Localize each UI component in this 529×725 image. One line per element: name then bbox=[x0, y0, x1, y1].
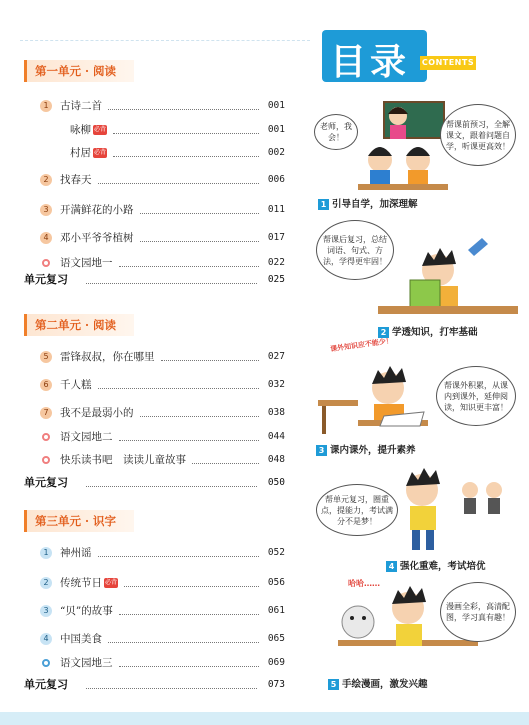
lesson-title-text: 语文园地一 bbox=[60, 257, 113, 269]
leader-dots bbox=[140, 198, 259, 214]
lesson-title bbox=[60, 631, 102, 647]
page-number: 006 bbox=[267, 174, 285, 185]
speech-bubble-feature-1: 帮课前预习，全解课文，跟着问题自学，听课更高效！ bbox=[440, 104, 516, 166]
toc-row[interactable] bbox=[40, 603, 285, 619]
feature-caption-2 bbox=[378, 324, 478, 338]
lesson-title bbox=[60, 429, 113, 445]
ring-bullet-icon bbox=[42, 456, 50, 464]
feature-caption-1 bbox=[318, 196, 418, 210]
leader-dots bbox=[161, 345, 259, 361]
lesson-title bbox=[60, 172, 92, 188]
lesson-title-text: “贝”的故事 bbox=[60, 605, 113, 617]
review-label: 单元复习 bbox=[24, 273, 68, 286]
lesson-title-text: 邓小平爷爷植树 bbox=[60, 232, 134, 244]
lesson-title bbox=[60, 377, 92, 393]
lesson-number: 3 bbox=[40, 605, 52, 617]
page-number: 002 bbox=[267, 147, 285, 158]
lesson-title bbox=[60, 202, 134, 218]
leader-dots bbox=[113, 141, 259, 157]
unit-heading: 第三单元 · 识字 bbox=[24, 510, 134, 532]
lesson-title bbox=[60, 603, 113, 619]
toc-row[interactable] bbox=[40, 631, 285, 647]
lesson-title bbox=[60, 452, 186, 468]
toc-row[interactable] bbox=[40, 98, 285, 114]
lesson-title bbox=[60, 545, 92, 561]
leader-dots bbox=[98, 373, 259, 389]
toc-row[interactable] bbox=[40, 349, 285, 365]
toc-row[interactable] bbox=[40, 172, 285, 188]
toc-row[interactable] bbox=[40, 655, 285, 671]
lesson-title-text: 千人糕 bbox=[60, 379, 92, 391]
lesson-title bbox=[60, 230, 134, 246]
page-number: 061 bbox=[267, 605, 285, 616]
page-number: 025 bbox=[267, 274, 285, 285]
must-recite-badge: 必背 bbox=[104, 579, 117, 586]
lesson-title-text: 中国美食 bbox=[60, 633, 102, 645]
toc-row[interactable] bbox=[40, 202, 285, 218]
feature-caption-text: 强化重难，考试培优 bbox=[400, 561, 486, 572]
feature-caption-text: 手绘漫画，激发兴趣 bbox=[342, 679, 428, 690]
leader-dots bbox=[140, 401, 259, 417]
lesson-title-text: 语文园地二 bbox=[60, 431, 113, 443]
page-number: 052 bbox=[267, 547, 285, 558]
unit-heading: 第一单元 · 阅读 bbox=[24, 60, 134, 82]
unit-review-row[interactable] bbox=[24, 475, 285, 491]
lesson-title-text: 咏柳 bbox=[70, 124, 91, 136]
toc-row[interactable] bbox=[40, 429, 285, 445]
leader-dots bbox=[108, 94, 259, 110]
toc-row[interactable] bbox=[40, 230, 285, 246]
lesson-number: 1 bbox=[40, 547, 52, 559]
feature-caption-3 bbox=[316, 442, 416, 456]
lesson-number: 4 bbox=[40, 232, 52, 244]
page-number: 073 bbox=[267, 679, 285, 690]
leader-dots bbox=[98, 541, 259, 557]
lesson-title bbox=[70, 122, 107, 138]
page-number: 048 bbox=[267, 454, 285, 465]
feature-caption-4 bbox=[386, 558, 486, 572]
leader-dots bbox=[119, 651, 259, 667]
lesson-title bbox=[70, 145, 107, 161]
top-divider bbox=[20, 40, 310, 41]
lesson-title-text: 传统节日 bbox=[60, 577, 102, 589]
ring-bullet-icon bbox=[42, 259, 50, 267]
leader-dots bbox=[119, 251, 259, 267]
lesson-number: 2 bbox=[40, 174, 52, 186]
illustration-extracurricular bbox=[318, 336, 518, 440]
lesson-title bbox=[60, 349, 155, 365]
page-number: 001 bbox=[267, 100, 285, 111]
float-label: 课外知识应不能少！ bbox=[329, 336, 394, 354]
lesson-title-text: 快乐读书吧 读读儿童故事 bbox=[60, 454, 186, 466]
page-number: 038 bbox=[267, 407, 285, 418]
leader-dots bbox=[113, 118, 259, 134]
speech-bubble-feature-4: 帮单元复习，圈重点，提能力，考试满分不是梦！ bbox=[316, 484, 398, 536]
toc-row[interactable] bbox=[40, 575, 285, 591]
ring-bullet-icon bbox=[42, 433, 50, 441]
unit-review-row[interactable] bbox=[24, 272, 285, 288]
illustration-review bbox=[318, 220, 518, 320]
lesson-title-text: 雷锋叔叔，你在哪里 bbox=[60, 351, 155, 363]
feature-caption-5 bbox=[328, 676, 428, 690]
lesson-title-text: 村居 bbox=[70, 147, 91, 159]
page-number: 001 bbox=[267, 124, 285, 135]
lesson-title-text: 语文园地三 bbox=[60, 657, 113, 669]
page-number: 022 bbox=[267, 257, 285, 268]
page-number: 011 bbox=[267, 204, 285, 215]
lesson-number: 2 bbox=[40, 577, 52, 589]
lesson-title bbox=[60, 575, 118, 591]
page-number: 069 bbox=[267, 657, 285, 668]
page-title: 目录 bbox=[330, 42, 411, 83]
toc-row[interactable] bbox=[40, 545, 285, 561]
contents-tag: CONTENTS bbox=[420, 56, 476, 70]
feature-number: 4 bbox=[386, 561, 397, 572]
illustration-self-study bbox=[318, 98, 518, 193]
feature-caption-text: 学透知识，打牢基础 bbox=[392, 327, 478, 338]
toc-row[interactable] bbox=[40, 405, 285, 421]
page-number: 065 bbox=[267, 633, 285, 644]
toc-row[interactable] bbox=[40, 377, 285, 393]
leader-dots bbox=[124, 571, 259, 587]
feature-number: 1 bbox=[318, 199, 329, 210]
leader-dots bbox=[86, 471, 257, 487]
illustration-comic bbox=[318, 578, 518, 673]
lesson-title-text: 古诗二首 bbox=[60, 100, 102, 112]
leader-dots bbox=[192, 448, 259, 464]
leader-dots bbox=[119, 425, 259, 441]
page-number: 032 bbox=[267, 379, 285, 390]
feature-number: 5 bbox=[328, 679, 339, 690]
feature-caption-text: 引导自学，加深理解 bbox=[332, 199, 418, 210]
lesson-number: 1 bbox=[40, 100, 52, 112]
illustration-exam bbox=[318, 460, 518, 555]
toc-row[interactable] bbox=[40, 145, 285, 161]
lesson-number: 3 bbox=[40, 204, 52, 216]
feature-number: 2 bbox=[378, 327, 389, 338]
bottom-bar bbox=[0, 712, 529, 725]
ring-bullet-icon bbox=[42, 659, 50, 667]
page-number: 050 bbox=[267, 477, 285, 488]
must-recite-badge: 必背 bbox=[93, 126, 106, 133]
lesson-number: 5 bbox=[40, 351, 52, 363]
unit-heading: 第二单元 · 阅读 bbox=[24, 314, 134, 336]
speech-bubble-feature-2: 帮课后复习，总结词语、句式、方法，学得更牢固！ bbox=[316, 220, 394, 280]
lesson-title-text: 找春天 bbox=[60, 174, 92, 186]
lesson-number: 4 bbox=[40, 633, 52, 645]
toc-row[interactable] bbox=[40, 452, 285, 468]
lesson-title bbox=[60, 405, 134, 421]
lesson-title-text: 我不是最弱小的 bbox=[60, 407, 134, 419]
must-recite-badge: 必背 bbox=[93, 149, 106, 156]
page-number: 056 bbox=[267, 577, 285, 588]
laugh-text: 哈哈…… bbox=[348, 579, 380, 588]
review-label: 单元复习 bbox=[24, 476, 68, 489]
speech-bubble-student: 老师，我会！ bbox=[314, 114, 358, 150]
page-number: 017 bbox=[267, 232, 285, 243]
lesson-title-text: 神州谣 bbox=[60, 547, 92, 559]
lesson-number: 6 bbox=[40, 379, 52, 391]
leader-dots bbox=[108, 627, 259, 643]
lesson-title bbox=[60, 655, 113, 671]
leader-dots bbox=[119, 599, 259, 615]
speech-bubble-feature-5: 漫画全彩，高清配图，学习真有趣！ bbox=[440, 582, 516, 642]
leader-dots bbox=[86, 673, 257, 689]
leader-dots bbox=[140, 226, 259, 242]
feature-number: 3 bbox=[316, 445, 327, 456]
speech-bubble-feature-3: 帮课外积累，从课内到课外，延伸阅读，知识更丰富！ bbox=[436, 366, 516, 426]
page-number: 044 bbox=[267, 431, 285, 442]
leader-dots bbox=[98, 168, 259, 184]
review-label: 单元复习 bbox=[24, 678, 68, 691]
feature-caption-text: 课内课外，提升素养 bbox=[330, 445, 416, 456]
toc-row[interactable] bbox=[40, 122, 285, 138]
lesson-title-text: 开满鲜花的小路 bbox=[60, 204, 134, 216]
lesson-number: 7 bbox=[40, 407, 52, 419]
page-number: 027 bbox=[267, 351, 285, 362]
unit-review-row[interactable] bbox=[24, 677, 285, 693]
leader-dots bbox=[86, 268, 257, 284]
lesson-title bbox=[60, 98, 102, 114]
